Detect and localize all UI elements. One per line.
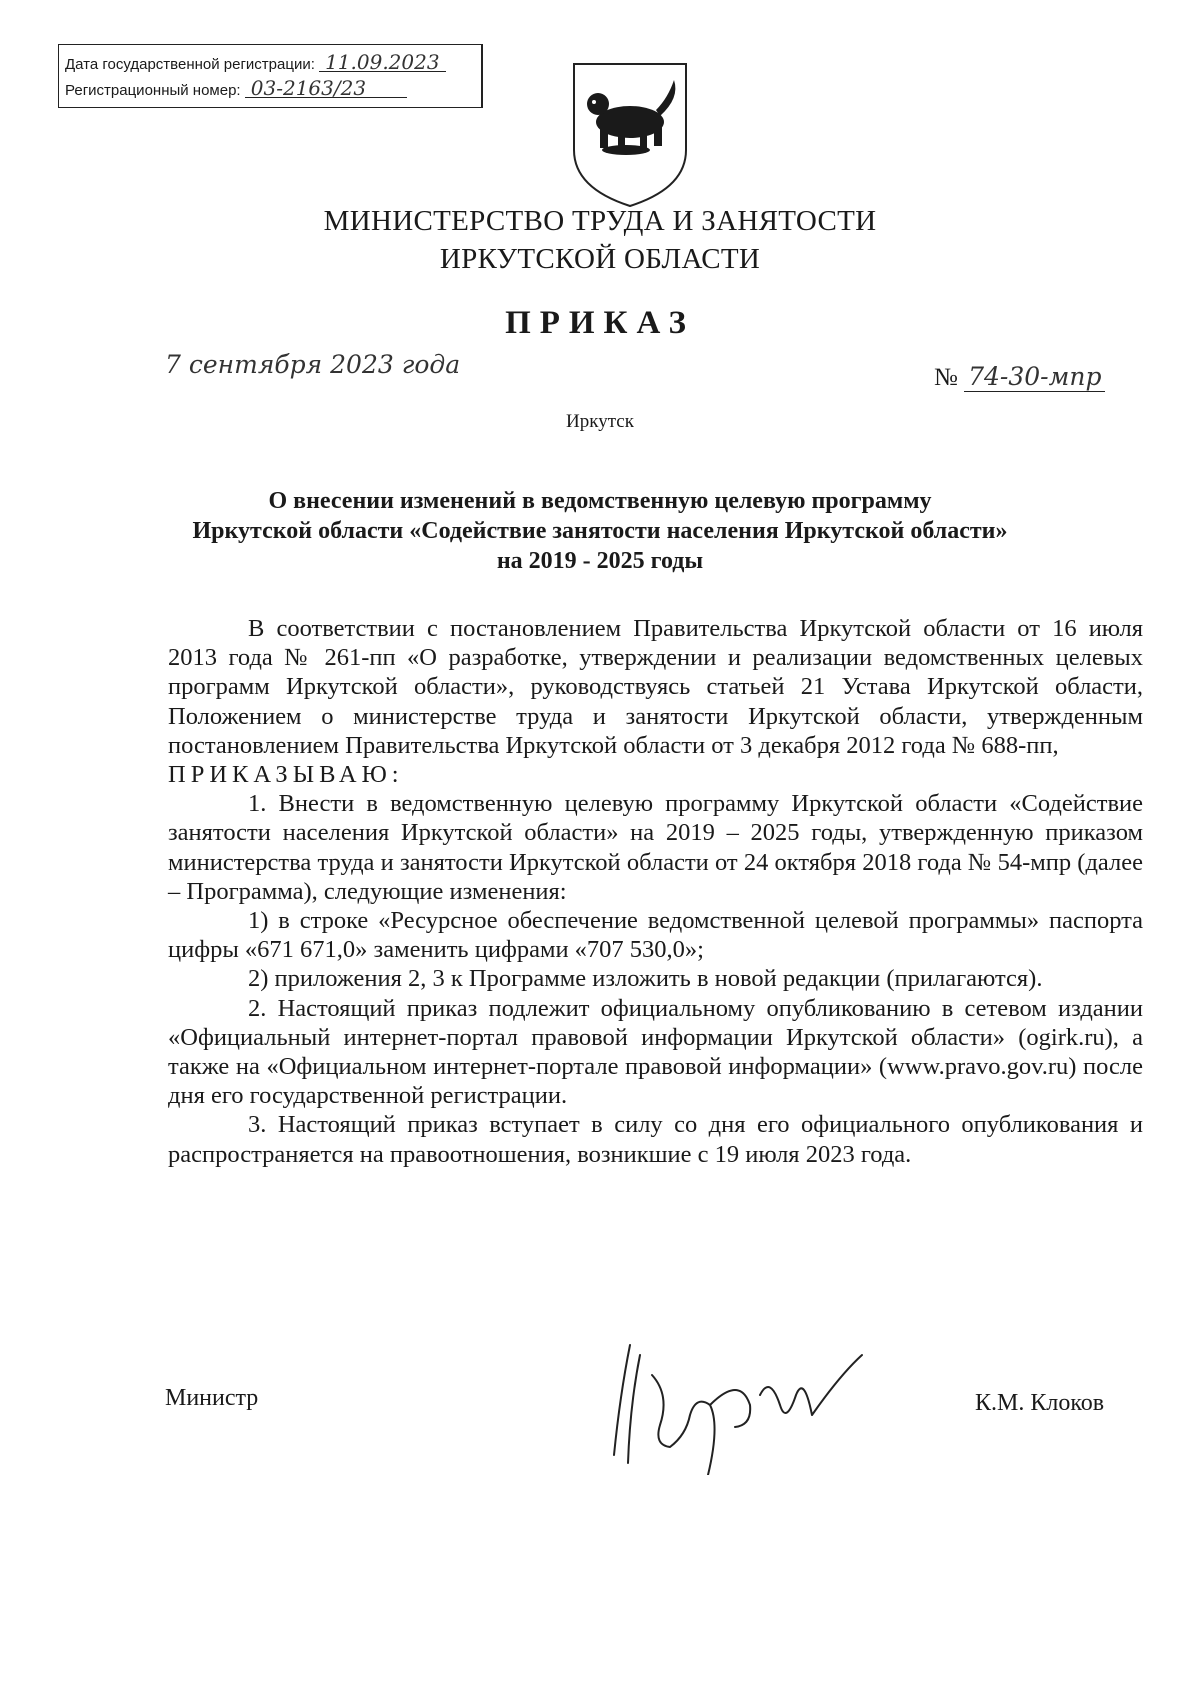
registration-stamp: [58, 44, 483, 108]
reg-date-label: Дата государственной регистрации:: [65, 56, 315, 73]
signer-title: Министр: [165, 1385, 259, 1411]
reg-number-value: 03-2163/23: [245, 79, 407, 98]
coat-of-arms-icon: [570, 58, 690, 210]
subject-line: Иркутской области «Содействие занятости населения Иркутской области»: [192, 518, 1008, 544]
subject-line: на 2019 - 2025 годы: [496, 548, 704, 574]
reg-date-value: 11.09.2023: [319, 53, 446, 72]
reg-number-row: [65, 76, 407, 100]
item-2: 2. Настоящий приказ подлежит официальному опубликованию в сетевом издании «Официальный интернет-портал правовой информации Иркутской области» (ogirk.ru), а также на «Официальном интернет-портале правовой информации» (www.pravo.gov.ru) после дня его государственной регистрации.: [168, 994, 1143, 1110]
preamble-paragraph: В соответствии с постановлением Правительства Иркутской области от 16 июля 2013 года № 261-пп «О разработке, утверждении и реализации ведомственных целевых программ Иркутской области», руководствуясь статьей 21 Устава Иркутской области, Положением о министерстве труда и занятости Иркутской области, утвержденным постановлением Правительства Иркутской области от 3 декабря 2012 года № 688-пп,: [168, 615, 1143, 759]
number-value: 74-30-мпр: [964, 362, 1105, 392]
item-3: 3. Настоящий приказ вступает в силу со дня его официального опубликования и распространяется на правоотношения, возникшие с 19 июля 2023 года.: [168, 1111, 1143, 1168]
order-subject: [150, 486, 1050, 576]
document-type-title: ПРИКАЗ: [505, 305, 695, 341]
reg-date-row: [65, 50, 446, 74]
signer-name: К.М. Клоков: [975, 1390, 1105, 1416]
number-prefix: №: [934, 364, 958, 391]
reg-number-label: Регистрационный номер:: [65, 82, 241, 99]
order-date: 7 сентября 2023 года: [165, 350, 461, 379]
ministry-name-line1: МИНИСТЕРСТВО ТРУДА И ЗАНЯТОСТИ: [323, 205, 877, 237]
item-1: 1. Внести в ведомственную целевую программу Иркутской области «Содействие занятости населения Иркутской области» на 2019 – 2025 годы, утвержденную приказом министерства труда и занятости Иркутской области от 24 октября 2018 года № 54-мпр (далее – Программа), следующие изменения:: [168, 790, 1143, 905]
order-body: [168, 614, 1143, 1169]
order-word: ПРИКАЗЫВАЮ:: [168, 761, 404, 789]
item-1-2: 2) приложения 2, 3 к Программе изложить в новой редакции (прилагаются).: [248, 965, 1043, 993]
subject-line: О внесении изменений в ведомственную целевую программу: [268, 488, 932, 514]
city: Иркутск: [566, 411, 634, 432]
item-1-1: 1) в строке «Ресурсное обеспечение ведомственной целевой программы» паспорта цифры «671 671,0» заменить цифрами «707 530,0»;: [168, 907, 1143, 964]
handwritten-signature: [600, 1335, 870, 1475]
order-number: [934, 362, 1105, 392]
ministry-name-line2: ИРКУТСКОЙ ОБЛАСТИ: [439, 243, 761, 275]
